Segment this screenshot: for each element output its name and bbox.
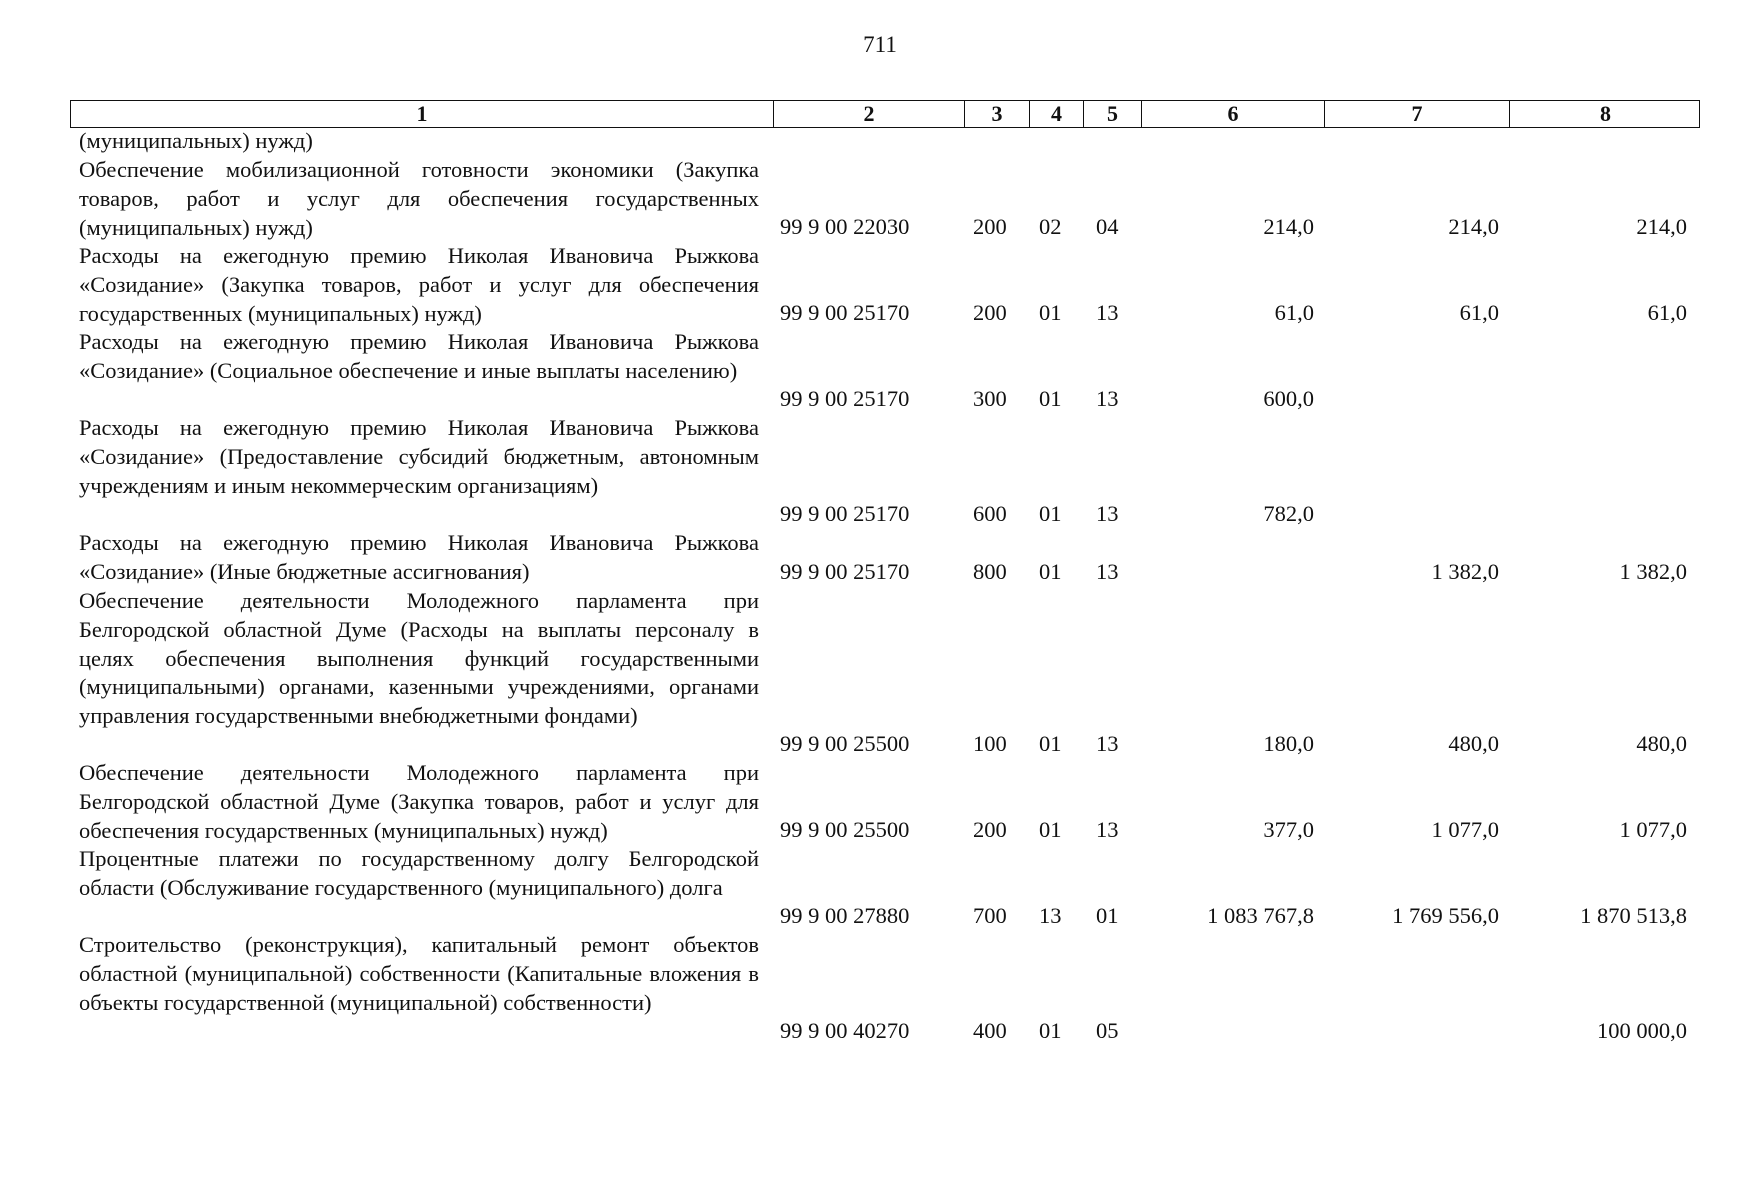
header-col-6: 6	[1142, 101, 1325, 127]
row-subsection: 01	[1096, 903, 1119, 929]
header-col-7: 7	[1325, 101, 1510, 127]
row-expense-type: 600	[973, 501, 1007, 527]
row-value-col6: 600,0	[1263, 386, 1314, 412]
row-value-col8: 480,0	[1636, 731, 1687, 757]
row-section: 01	[1039, 731, 1062, 757]
row-description: Расходы на ежегодную премию Николая Ивановича Рыжкова «Созидание» (Социальное обеспечение и иные выплаты населению)	[79, 329, 759, 383]
row-expense-type: 200	[973, 817, 1007, 843]
row-value-col6: 61,0	[1274, 300, 1314, 326]
row-description: (муниципальных) нужд)	[79, 128, 313, 153]
row-expense-type: 200	[973, 300, 1007, 326]
row-description: Обеспечение мобилизационной готовности экономики (Закупка товаров, работ и услуг для обеспечения государственных (муниципальных) нужд)	[79, 157, 759, 240]
row-section: 01	[1039, 559, 1062, 585]
table-row	[0, 127, 1760, 156]
row-value-col8: 214,0	[1636, 214, 1687, 240]
row-subsection: 04	[1096, 214, 1119, 240]
row-value-col8: 1 382,0	[1619, 559, 1687, 585]
row-section: 02	[1039, 214, 1062, 240]
row-subsection: 13	[1096, 501, 1119, 527]
row-description: Строительство (реконструкция), капитальный ремонт объектов областной (муниципальной) собственности (Капитальные вложения в объекты государственной (муниципальной) собственности)	[79, 932, 759, 1015]
row-subsection: 13	[1096, 817, 1119, 843]
row-value-col6: 214,0	[1263, 214, 1314, 240]
row-value-col6: 782,0	[1263, 501, 1314, 527]
table-row	[0, 156, 1760, 242]
row-description: Процентные платежи по государственному долгу Белгородской области (Обслуживание государственного (муниципального) долга	[79, 846, 759, 900]
row-target-code: 99 9 00 22030	[780, 214, 910, 240]
row-target-code: 99 9 00 25500	[780, 817, 910, 843]
header-col-5: 5	[1084, 101, 1142, 127]
table-row	[0, 328, 1760, 414]
page-number: 711	[863, 32, 897, 57]
row-value-col8: 100 000,0	[1597, 1018, 1687, 1044]
row-subsection: 13	[1096, 386, 1119, 412]
row-description: Расходы на ежегодную премию Николая Ивановича Рыжкова «Созидание» (Предоставление субсидий бюджетным, автономным учреждениям и иным некоммерческим организациям)	[79, 415, 759, 498]
table-row	[0, 587, 1760, 759]
row-subsection: 13	[1096, 731, 1119, 757]
table-row	[0, 759, 1760, 845]
row-section: 01	[1039, 300, 1062, 326]
table-row	[0, 529, 1760, 587]
table-row	[0, 931, 1760, 1046]
row-subsection: 05	[1096, 1018, 1119, 1044]
row-target-code: 99 9 00 25500	[780, 731, 910, 757]
row-description: Обеспечение деятельности Молодежного парламента при Белгородской областной Думе (Расходы на выплаты персоналу в целях обеспечения выполнения функций государственными (муниципальными) органами, казенными учреждениями, органами управления государственными внебюджетными фондами)	[79, 588, 759, 729]
row-subsection: 13	[1096, 559, 1119, 585]
row-value-col6: 1 083 767,8	[1207, 903, 1314, 929]
row-subsection: 13	[1096, 300, 1119, 326]
row-description: Расходы на ежегодную премию Николая Ивановича Рыжкова «Созидание» (Иные бюджетные ассигнования)	[79, 530, 759, 584]
table-row	[0, 242, 1760, 328]
row-value-col7: 1 077,0	[1431, 817, 1499, 843]
row-expense-type: 300	[973, 386, 1007, 412]
row-section: 01	[1039, 817, 1062, 843]
row-section: 01	[1039, 1018, 1062, 1044]
row-target-code: 99 9 00 40270	[780, 1018, 910, 1044]
row-value-col7: 1 769 556,0	[1392, 903, 1499, 929]
row-target-code: 99 9 00 25170	[780, 386, 910, 412]
row-expense-type: 400	[973, 1018, 1007, 1044]
row-expense-type: 700	[973, 903, 1007, 929]
row-section: 13	[1039, 903, 1062, 929]
row-expense-type: 800	[973, 559, 1007, 585]
row-value-col7: 480,0	[1448, 731, 1499, 757]
row-value-col8: 61,0	[1647, 300, 1687, 326]
row-value-col7: 214,0	[1448, 214, 1499, 240]
table-row	[0, 845, 1760, 931]
header-col-1: 1	[71, 101, 774, 127]
header-col-4: 4	[1030, 101, 1084, 127]
row-target-code: 99 9 00 27880	[780, 903, 910, 929]
row-description: Расходы на ежегодную премию Николая Ивановича Рыжкова «Созидание» (Закупка товаров, работ и услуг для обеспечения государственных (муниципальных) нужд)	[79, 243, 759, 326]
row-value-col8: 1 870 513,8	[1580, 903, 1687, 929]
header-col-3: 3	[965, 101, 1030, 127]
row-value-col7: 61,0	[1459, 300, 1499, 326]
header-col-2: 2	[774, 101, 965, 127]
row-target-code: 99 9 00 25170	[780, 501, 910, 527]
row-target-code: 99 9 00 25170	[780, 559, 910, 585]
row-section: 01	[1039, 501, 1062, 527]
header-col-8: 8	[1600, 101, 1611, 126]
row-target-code: 99 9 00 25170	[780, 300, 910, 326]
row-value-col6: 180,0	[1263, 731, 1314, 757]
row-expense-type: 200	[973, 214, 1007, 240]
row-section: 01	[1039, 386, 1062, 412]
table-row	[0, 414, 1760, 529]
row-value-col6: 377,0	[1263, 817, 1314, 843]
row-expense-type: 100	[973, 731, 1007, 757]
row-description: Обеспечение деятельности Молодежного парламента при Белгородской областной Думе (Закупка товаров, работ и услуг для обеспечения государственных (муниципальных) нужд)	[79, 760, 759, 843]
row-value-col8: 1 077,0	[1619, 817, 1687, 843]
row-value-col7: 1 382,0	[1431, 559, 1499, 585]
